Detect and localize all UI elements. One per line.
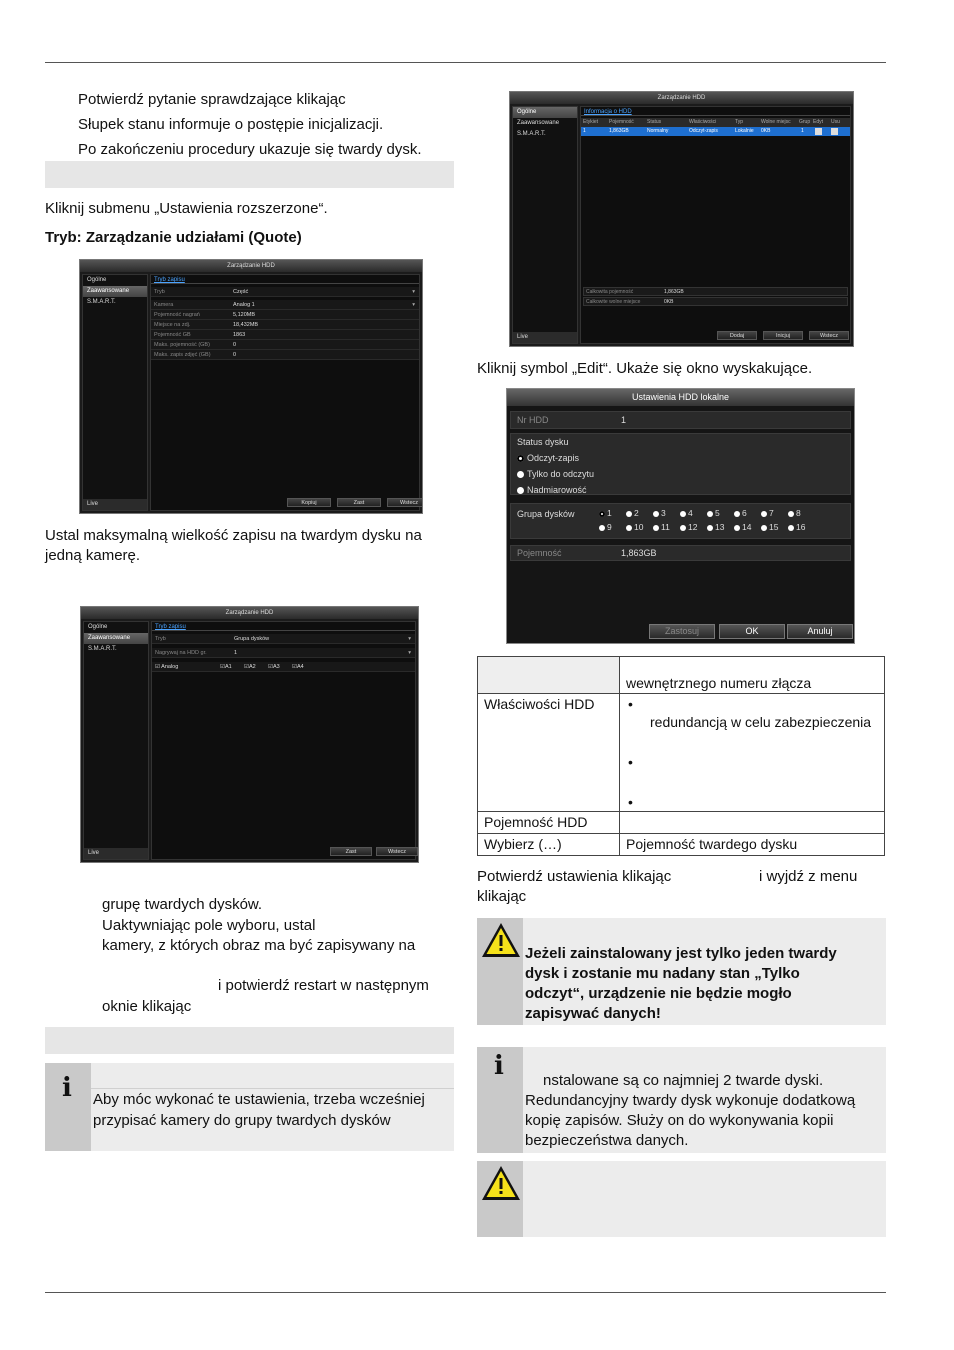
note-text-2: przypisać kamery do grupy twardych dysków	[93, 1112, 391, 1129]
sidebar-item-smart[interactable]: S.M.A.R.T.	[517, 131, 546, 137]
row-record-group[interactable]: Nagrywaj na HDD gr. 1 ▾	[152, 648, 415, 658]
copy-button[interactable]: Kopiuj	[287, 498, 331, 507]
radio-icon	[626, 525, 632, 531]
radio-group-7[interactable]	[761, 508, 774, 518]
warning-icon	[480, 921, 522, 959]
radio-icon	[680, 511, 686, 517]
text-clicking: klikając	[477, 888, 527, 905]
ok-button[interactable]: OK	[719, 624, 785, 639]
apply-button[interactable]: Zast	[337, 498, 381, 507]
text-disk-group: grupę twardych dysków.	[102, 896, 263, 913]
radio-label: 7	[769, 508, 774, 518]
radio-group-11[interactable]	[653, 522, 670, 532]
radio-icon	[761, 525, 767, 531]
section-bar-2	[45, 1027, 454, 1054]
checkbox-a1[interactable]: ☑A1	[220, 664, 232, 670]
screen-sidebar	[512, 106, 578, 344]
radio-label: 4	[688, 508, 693, 518]
text-click-edit: Kliknij symbol „Edit“. Ukaże się okno wyskakujące.	[477, 360, 813, 377]
row-max-capacity[interactable]: Maks. pojemność (GB) 0	[151, 340, 419, 350]
row-picture-capacity: Miejsce na zdj. 18,432MB	[151, 320, 419, 330]
radio-group-13[interactable]	[707, 522, 724, 532]
screen-title: Zarządzanie HDD	[81, 607, 418, 619]
radio-icon	[653, 511, 659, 517]
radio-group-10[interactable]	[626, 522, 643, 532]
radio-icon	[788, 525, 794, 531]
warning-line-2: dysk i zostanie mu nadany stan „Tylko	[525, 965, 800, 982]
row-camera[interactable]: Kamera Analog 1 ▾	[151, 300, 419, 310]
text-confirm-settings: Potwierdź ustawienia klikając	[477, 868, 672, 885]
init-button[interactable]: Inicjuj	[763, 331, 803, 340]
row-mode[interactable]: Tryb Grupa dysków ▾	[152, 634, 415, 644]
hdd-screen-quota	[79, 259, 423, 514]
info-line-3: kopię zapisów. Służy on do wykonywania kopii	[525, 1112, 834, 1129]
cancel-button[interactable]: Anuluj	[787, 624, 853, 639]
text-per-camera: jedną kamerę.	[45, 547, 141, 564]
popup-title: Ustawienia HDD lokalne	[507, 389, 854, 406]
checkbox-a4[interactable]: ☑A4	[292, 664, 304, 670]
back-button[interactable]: Wstecz	[376, 847, 418, 856]
cell-hdd-properties: Właściwości HDD	[478, 694, 620, 812]
screen-main	[580, 106, 851, 344]
radio-icon	[788, 511, 794, 517]
radio-label: 6	[742, 508, 747, 518]
radio-read-write[interactable]: Odczyt-zapis	[517, 453, 579, 463]
radio-icon	[761, 511, 767, 517]
sidebar-item-smart[interactable]: S.M.A.R.T.	[87, 299, 116, 305]
text-set-max-size: Ustal maksymalną wielkość zapisu na twardym dysku na	[45, 527, 422, 544]
warning-line-3: odczyt“, urządzenie nie będzie mogło	[525, 985, 792, 1002]
radio-icon	[734, 525, 740, 531]
radio-group-3[interactable]	[653, 508, 666, 518]
warning-note-2	[477, 1161, 886, 1237]
heading-quote-mode: Tryb: Zarządzanie udziałami (Quote)	[45, 229, 302, 246]
radio-label: 12	[688, 522, 698, 532]
radio-redundancy[interactable]: Nadmiarowość	[517, 485, 587, 495]
sidebar-item-general[interactable]: Ogólne	[513, 107, 577, 118]
radio-label: 10	[634, 522, 644, 532]
cell-redundancy: redundancją w celu zabezpieczenia	[650, 714, 872, 730]
cell-connector: wewnętrznego numeru złącza	[626, 675, 812, 691]
info-note-left	[45, 1063, 454, 1151]
section-bar-1	[45, 161, 454, 188]
row-max-picture[interactable]: Maks. zapis zdjęć (GB) 0	[151, 350, 419, 360]
settings-table: wewnętrznego numeru złącza Właściwości HDD • redundancją w celu zabezpieczenia • • Pojemność HDD Wybierz (…) Pojemność twardego dysku	[477, 656, 885, 856]
radio-label: 5	[715, 508, 720, 518]
text-exit-menu: i wyjdź z menu	[759, 868, 858, 885]
radio-icon	[734, 511, 740, 517]
disk-group-row: Grupa dysków 1 2 3 4 5 6 7 8 9 10 11 12 13 14 15 16	[510, 503, 851, 539]
hdd-number-row: Nr HDD 1	[510, 411, 851, 429]
add-button[interactable]: Dodaj	[717, 331, 757, 340]
radio-label: 11	[661, 522, 670, 532]
sidebar-item-advanced[interactable]: Zaawansowane	[83, 286, 147, 297]
apply-button[interactable]: Zastosuj	[649, 624, 715, 639]
hdd-screen-group	[80, 606, 419, 863]
chevron-down-icon: ▾	[412, 289, 415, 295]
warning-line-4: zapisywać danych!	[525, 1005, 661, 1022]
chevron-down-icon: ▾	[408, 636, 411, 642]
radio-group-6[interactable]	[734, 508, 747, 518]
radio-label: 15	[769, 522, 779, 532]
chevron-down-icon: ▾	[412, 302, 415, 308]
radio-label: 13	[715, 522, 725, 532]
hdd-screen-info	[509, 91, 854, 347]
radio-label: 8	[796, 508, 801, 518]
radio-read-only[interactable]: Tylko do odczytu	[517, 469, 594, 479]
text-procedure-done: Po zakończeniu procedury ukazuje się twardy dysk.	[78, 141, 422, 158]
radio-label: 14	[742, 522, 752, 532]
radio-group-4[interactable]	[680, 508, 693, 518]
radio-icon	[707, 525, 713, 531]
tab-hdd-info[interactable]: Informacja o HDD	[581, 107, 850, 116]
cell-disk-capacity: Pojemność twardego dysku	[620, 834, 885, 856]
row-record-capacity: Pojemność nagrań 5,120MB	[151, 310, 419, 320]
apply-button[interactable]: Zast	[330, 847, 372, 856]
text-status-bar: Słupek stanu informuje o postępie inicjalizacji.	[78, 116, 384, 133]
info-line-4: bezpieczeństwa danych.	[525, 1132, 689, 1149]
cell-hdd-capacity: Pojemność HDD	[478, 812, 620, 834]
bottom-rule	[45, 1292, 886, 1293]
text-submenu: Kliknij submenu „Ustawienia rozszerzone“.	[45, 200, 328, 217]
live-button[interactable]: Live	[84, 848, 148, 859]
note-text-1: Aby móc wykonać te ustawienia, trzeba wcześniej	[93, 1091, 425, 1108]
cell-select: Wybierz (…)	[478, 834, 620, 856]
radio-label: 3	[661, 508, 666, 518]
row-camera-select	[152, 662, 415, 672]
back-button[interactable]: Wstecz	[387, 498, 423, 507]
info-line-2: Redundancyjny twardy dysk wykonuje dodatkową	[525, 1092, 856, 1109]
radio-group-15[interactable]	[761, 522, 778, 532]
screen-title: Zarządzanie HDD	[80, 260, 422, 272]
text-confirm: Potwierdź pytanie sprawdzające klikając	[78, 91, 346, 108]
warning-note	[477, 918, 886, 1025]
radio-label: 9	[607, 522, 612, 532]
info-note-right	[477, 1047, 886, 1153]
radio-group-16[interactable]	[788, 522, 805, 532]
radio-group-2[interactable]	[626, 508, 639, 518]
radio-label: 16	[796, 522, 806, 532]
radio-group-8[interactable]	[788, 508, 801, 518]
radio-icon	[626, 511, 632, 517]
back-button[interactable]: Wstecz	[809, 331, 849, 340]
hdd-table-header: Etykiet Pojemność Status Właściwości Typ Wolne miejsc Grup Edyt Usu	[581, 118, 850, 127]
live-button[interactable]: Live	[513, 332, 577, 343]
delete-icon[interactable]	[831, 128, 838, 135]
info-line-1: nstalowane są co najmniej 2 twarde dyski.	[543, 1072, 824, 1089]
info-icon: i	[45, 1063, 91, 1151]
checkbox-a2[interactable]: ☑A2	[244, 664, 256, 670]
screen-title: Zarządzanie HDD	[510, 92, 853, 104]
radio-selected-icon	[517, 455, 524, 462]
text-confirm-restart: i potwierdź restart w następnym	[218, 977, 429, 994]
checkbox-a3[interactable]: ☑A3	[268, 664, 280, 670]
screen-sidebar	[82, 274, 148, 511]
live-button[interactable]: Live	[83, 499, 147, 510]
warning-icon	[480, 1164, 522, 1202]
screen-sidebar	[83, 621, 149, 860]
radio-icon	[599, 511, 605, 517]
top-rule	[45, 62, 886, 63]
capacity-row: Pojemność 1,863GB	[510, 545, 851, 561]
screen-main	[151, 621, 416, 860]
total-capacity-row: Całkowita pojemność 1,863GB	[583, 287, 848, 296]
sidebar-item-smart[interactable]: S.M.A.R.T.	[88, 646, 117, 652]
text-cameras: kamery, z których obraz ma być zapisywany na	[102, 937, 416, 954]
sidebar-item-general[interactable]: Ogólne	[87, 277, 107, 283]
checkbox-analog[interactable]: ☑ Analog	[155, 664, 179, 670]
hdd-settings-popup	[506, 388, 855, 644]
radio-icon	[599, 525, 605, 531]
chevron-down-icon: ▾	[408, 650, 411, 656]
radio-group-14[interactable]	[734, 522, 751, 532]
radio-icon	[517, 487, 524, 494]
tab-record-mode[interactable]: Tryb zapisu	[151, 275, 419, 284]
radio-icon	[517, 471, 524, 478]
radio-group-1[interactable]	[599, 508, 612, 518]
radio-group-12[interactable]	[680, 522, 697, 532]
sidebar-item-general[interactable]: Ogólne	[88, 624, 108, 630]
radio-icon	[707, 511, 713, 517]
edit-icon[interactable]	[815, 128, 822, 135]
row-mode[interactable]: Tryb Część ▾	[151, 287, 419, 297]
radio-label: 1	[607, 508, 612, 518]
radio-icon	[680, 525, 686, 531]
row-capacity-gb: Pojemność GB 1863	[151, 330, 419, 340]
info-icon: i	[494, 1051, 504, 1081]
table-row[interactable]: 1 1,863GB Normalny Odczyt-zapis Lokalnie 0KB 1	[581, 127, 850, 136]
sidebar-item-advanced[interactable]: Zaawansowane	[517, 120, 560, 126]
tab-record-mode[interactable]: Tryb zapisu	[152, 622, 415, 631]
text-activate-checkbox: Uaktywniając pole wyboru, ustal	[102, 917, 316, 934]
warning-line-1: Jeżeli zainstalowany jest tylko jeden twardy	[525, 945, 837, 962]
free-space-row: Całkowite wolne miejsce 0KB	[583, 297, 848, 306]
radio-icon	[653, 525, 659, 531]
sidebar-item-advanced[interactable]: Zaawansowane	[84, 633, 148, 644]
radio-label: 2	[634, 508, 639, 518]
text-window-click: oknie klikając	[102, 998, 192, 1015]
screen-main	[150, 274, 420, 511]
disk-status-group: Status dysku Odczyt-zapis Tylko do odczytu Nadmiarowość	[510, 433, 851, 495]
radio-group-5[interactable]	[707, 508, 720, 518]
radio-group-9[interactable]	[599, 522, 612, 532]
